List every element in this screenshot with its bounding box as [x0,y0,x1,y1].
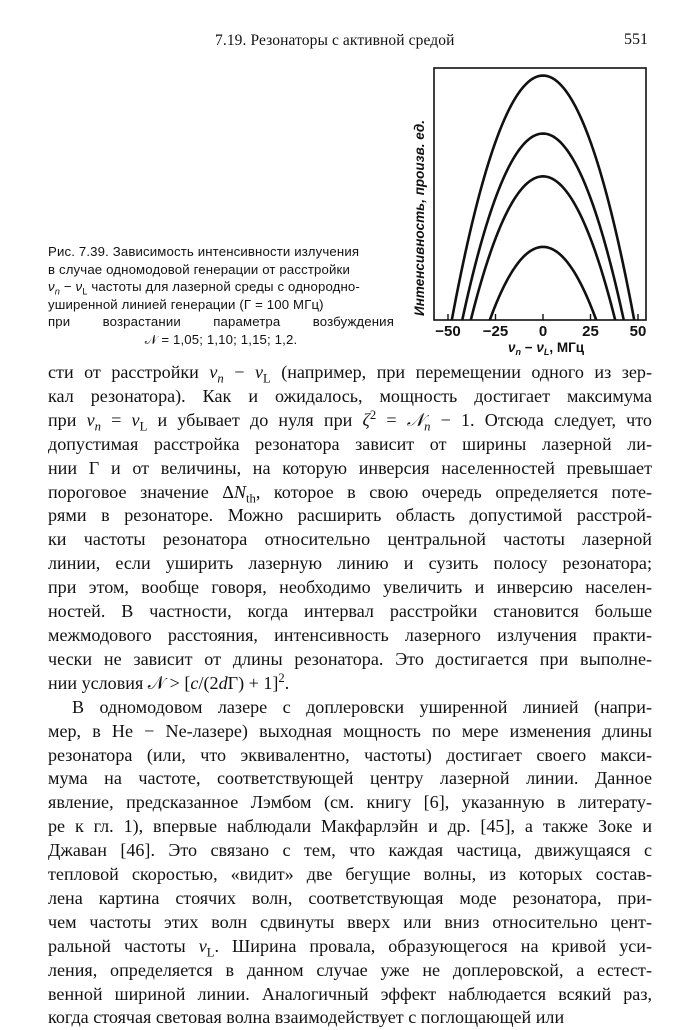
text-line: резонатора (или, что эквивалентно, частоты) достигает своего макси- [48,744,652,765]
x-tick-label: 50 [629,323,647,340]
caption-line: при возрастании параметра возбуждения [48,314,394,330]
text-line: тепловой скоростью, «видит» две бегущие волны, из которых состав- [48,864,652,885]
text-line: пороговое значение $\Delta N_{th}$, которое в свою очередь определяется поте- [48,481,652,506]
body-text [48,361,652,1030]
text-line: ки частоты резонатора относительно центральной частоты лазерной [48,529,652,550]
x-tick-label: −25 [482,323,509,340]
text-line: межмодового расстояния, интенсивность лазерного излучения практи- [48,624,652,645]
text-line: лена картина стоячих волн, соответствующая моде резонатора, при- [48,887,652,908]
text-line: сти от расстройки $\nu_n - \nu_L$ (например, при перемещении одного из зер- [48,362,652,386]
paragraph-2 [48,696,652,1030]
text-line: кал резонатора). Как и ожидалось, мощность достигает максимума [48,385,652,406]
text-line: В одномодовом лазере с доплеровски уширенной линией (напри- [72,696,652,717]
text-line: мер, в He − Ne-лазере) выходная мощность по мере изменения длины [48,720,652,741]
caption-line: в случае одномодовой генерации от расстройки [48,261,350,277]
text-line: когда стоячая световая волна взаимодействует с поглощающей или [48,1007,565,1028]
text-line: рями в резонаторе. Можно расширить область допустимой расстрой- [48,505,652,526]
curve-series-1 [490,247,596,320]
text-line: ностей. В частности, когда интервал расстройки становится больше [48,601,652,622]
text-line: явление, предсказанное Лэмбом (см. книгу [6], указанную в литерату- [48,792,652,813]
text-line: ления, определяется в данном случае уже не доплеровской, а естест- [48,959,652,980]
curve-series-4 [452,76,634,320]
text-line: при $\nu_n = \nu_L$ и убывает до нуля при $\zeta^2$ = 𝒩$_n$ − 1. Отсюда следует, что [48,407,652,434]
text-line: ральной частоты $\nu_L$. Ширина провала, образующегося на кривой уси- [48,935,653,960]
x-tick-label: 25 [582,323,599,340]
text-line: мума на частоте, соответствующей центру лазерной линии. Данное [48,768,652,789]
text-line: Джаван [46]. Это связано с тем, что каждая частица, движущаяся с [48,840,652,861]
text-line: чески не зависит от длины резонатора. Это достигается при выполне- [48,648,652,669]
caption-line: Рис. 7.39. Зависимость интенсивности излучения [48,244,360,259]
text-line: венной шириной линии. Аналогичный эффект наблюдается всякий раз, [48,983,652,1004]
caption-line: 𝒩 = 1,05; 1,10; 1,15; 1,2. [144,331,298,347]
curve-series-3 [462,134,624,320]
intensity-chart [404,58,666,358]
caption-line: уширенной линией генерации (Γ = 100 МГц) [48,296,324,312]
y-axis-label: Интенсивность, произв. ед. [412,120,427,316]
curves-group [452,76,634,320]
text-line: нии Γ и от величины, на которую инверсия населенностей превышает [48,457,652,478]
figure-caption [48,243,394,349]
x-tick-label: 0 [538,323,548,340]
page-number: 551 [624,31,648,48]
x-axis-label: $\nu_n - \nu_L$, МГц [507,340,585,357]
paragraph-1 [48,361,652,696]
x-tick-label: −50 [435,323,461,340]
text-line: чем частоты этих волн сдвинуты вверх или вниз относительно цент- [48,911,652,932]
text-line: линии, если уширить лазерную линию и сузить полосу резонатора; [48,553,652,574]
text-line: допустимая расстройка резонатора зависит от ширины лазерной ли- [48,433,652,454]
caption-line: $\nu_n - \nu_L$ частоты для лазерной среды с однородно- [48,279,360,297]
running-header: 7.19. Резонаторы с активной средой [215,32,455,49]
text-line: нии условия 𝒩 > $[c/(2d\Gamma) + 1]^2$. [48,670,290,693]
text-line: ре к гл. 1), впервые наблюдали Макфарлэйн и др. [45], а также Зоке и [48,816,652,837]
text-line: при этом, вообще говоря, необходимо увеличить и инверсию населен- [48,577,652,598]
